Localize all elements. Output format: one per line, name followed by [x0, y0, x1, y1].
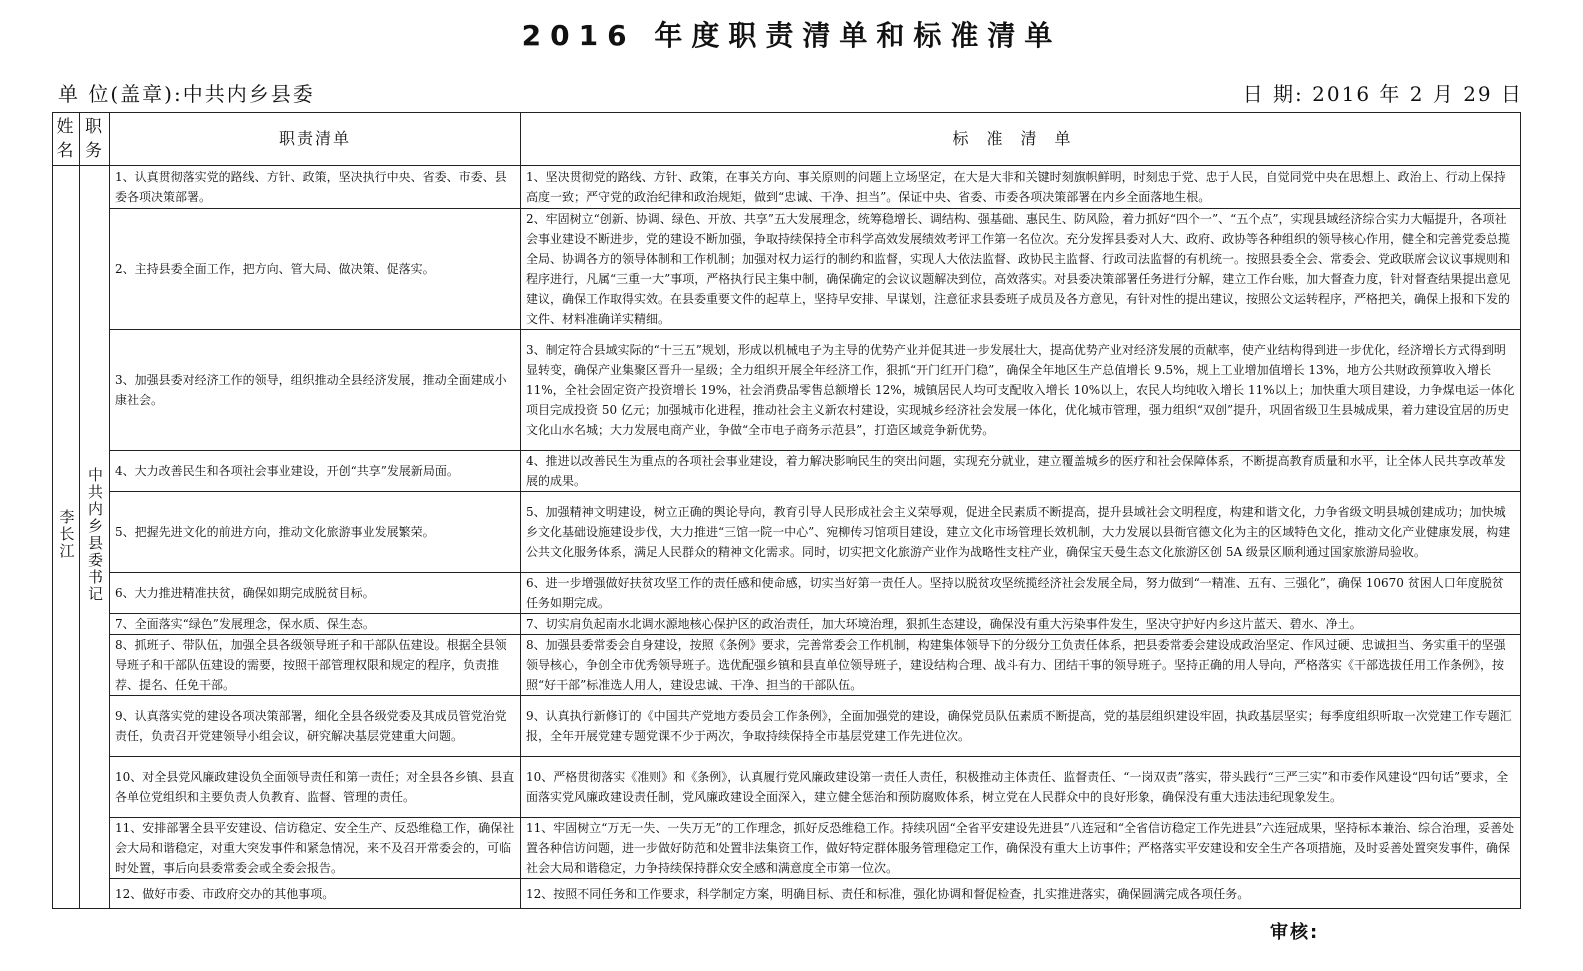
header-duties: 职责清单: [110, 113, 521, 166]
unit-label: 单 位(盖章):中共内乡县委: [58, 82, 315, 106]
standard-cell: 5、加强精神文明建设，树立正确的舆论导向，教育引导人民形成社会主义荣辱观，促进全民素质不断提高，提升县域社会文明程度，构建和谐文化，力争省级文明县城创建成功；加快城乡文化基础设施建设步伐，大力推进“三馆一院一中心”、宛柳传习馆项目建设，建立文化市场管理长效机制，大力发展以县衙官德文化为主的区域特色文化，推动文化产业健康发展，构建公共文化服务体系，满足人民群众的精神文化需求。同时，切实把文化旅游产业作为战略性支柱产业，确保宝天曼生态文化旅游区创 5A 级景区顺利通过国家旅游局验收。: [521, 492, 1521, 573]
duty-cell: 10、对全县党风廉政建设负全面领导责任和第一责任；对全县各乡镇、县直各单位党组织和主要负责人负教育、监督、管理的责任。: [110, 757, 521, 818]
duty-standard-table: [52, 112, 1521, 909]
table-header-row: [53, 113, 1521, 166]
table-row: [53, 879, 1521, 909]
standard-cell: 10、严格贯彻落实《准则》和《条例》，认真履行党风廉政建设第一责任人责任，积极推动主体责任、监督责任、“一岗双责”落实，带头践行“三严三实”和市委作风建设“四句话”要求，全面落实党风廉政建设责任制，党风廉政建设全面深入，建立健全惩治和预防腐败体系，树立党在人民群众中的良好形象，确保没有重大违法违纪现象发生。: [521, 757, 1521, 818]
table-row: [53, 330, 1521, 451]
duty-cell: 12、做好市委、市政府交办的其他事项。: [110, 879, 521, 909]
header-standards: 标准清单: [521, 113, 1521, 166]
table-row: [53, 451, 1521, 492]
review-label: 审核:: [1270, 922, 1320, 943]
header-name: 姓名: [53, 113, 80, 166]
table-row: [53, 166, 1521, 209]
standard-cell: 4、推进以改善民生为重点的各项社会事业建设，着力解决影响民生的突出问题，实现充分就业，建立覆盖城乡的医疗和社会保障体系，不断提高教育质量和水平，让全体人民共享改革发展的成果。: [521, 451, 1521, 492]
standard-cell: 1、坚决贯彻党的路线、方针、政策，在事关方向、事关原则的问题上立场坚定，在大是大非和关键时刻旗帜鲜明，时刻忠于党、忠于人民，自觉同党中央在思想上、政治上、行动上保持高度一致；严守党的政治纪律和政治规矩，做到“忠诚、干净、担当”。保证中央、省委、市委各项决策部署在内乡全面落地生根。: [521, 166, 1521, 209]
duty-cell: 8、抓班子、带队伍，加强全县各级领导班子和干部队伍建设。根据全县领导班子和干部队伍建设的需要，按照干部管理权限和规定的程序，负责推荐、提名、任免干部。: [110, 635, 521, 696]
standard-cell: 8、加强县委常委会自身建设，按照《条例》要求，完善常委会工作机制，构建集体领导下的分级分工负责任体系，把县委常委会建设成政治坚定、作风过硬、忠诚担当、务实重干的坚强领导核心，争创全市优秀领导班子。选优配强乡镇和县直单位领导班子，建设结构合理、战斗有力、团结干事的领导班子。坚持正确的用人导向，严格落实《干部选拔任用工作条例》，按照“好干部”标准选人用人，建设忠诚、干净、担当的干部队伍。: [521, 635, 1521, 696]
standard-cell: 12、按照不同任务和工作要求，科学制定方案，明确目标、责任和标准，强化协调和督促检查，扎实推进落实，确保圆满完成各项任务。: [521, 879, 1521, 909]
header-position: 职务: [80, 113, 110, 166]
duty-cell: 11、安排部署全县平安建设、信访稳定、安全生产、反恐维稳工作，确保社会大局和谐稳定，对重大突发事件和紧急情况，来不及召开常委会的，可临时处置，事后向县委常委会或全委会报告。: [110, 818, 521, 879]
table-row: [53, 573, 1521, 614]
table-row: [53, 209, 1521, 330]
table-row: [53, 696, 1521, 757]
person-name-cell: [53, 166, 80, 909]
duty-cell: 5、把握先进文化的前进方向，推动文化旅游事业发展繁荣。: [110, 492, 521, 573]
duty-cell: 7、全面落实“绿色”发展理念，保水质、保生态。: [110, 614, 521, 635]
duty-cell: 2、主持县委全面工作，把方向、管大局、做决策、促落实。: [110, 209, 521, 330]
table-row: [53, 614, 1521, 635]
date-label: 日 期: 2016 年 2 月 29 日: [1242, 82, 1523, 106]
standard-cell: 3、制定符合县域实际的“十三五”规划，形成以机械电子为主导的优势产业并促其进一步发展壮大，提高优势产业对经济发展的贡献率，使产业结构得到进一步优化，经济增长方式得到明显转变，确保产业集聚区晋升一星级；全力组织开展全年经济工作，狠抓“开门红开门稳”，确保全年地区生产总值增长 9.5%，规上工业增加值增长 13%，地方公共财政预算收入增长 11%，全社会固定资产投资增长 19%，社会消费品零售总额增长 12%，城镇居民人均可支配收入增长 10%以上，农民人均纯收入增长 11%以上；加快重大项目建设，力争煤电运一体化项目完成投资 50 亿元；加强城市化进程，推动社会主义新农村建设，实现城乡经济社会发展一体化，优化城市管理，强力组织“双创”提升，巩固省级卫生县城成果，着力建设宜居的历史文化山水名城；大力发展电商产业，争做“全市电子商务示范县”，打造区域竞争新优势。: [521, 330, 1521, 451]
person-position: 中共内乡县委书记: [86, 466, 104, 603]
table-row: [53, 818, 1521, 879]
table-row: [53, 757, 1521, 818]
person-name: 李长江: [57, 509, 76, 560]
duty-cell: 1、认真贯彻落实党的路线、方针、政策，坚决执行中央、省委、市委、县委各项决策部署。: [110, 166, 521, 209]
standard-cell: 7、切实肩负起南水北调水源地核心保护区的政治责任，加大环境治理，狠抓生态建设，确保没有重大污染事件发生，坚决守护好内乡这片蓝天、碧水、净土。: [521, 614, 1521, 635]
standard-cell: 9、认真执行新修订的《中国共产党地方委员会工作条例》，全面加强党的建设，确保党员队伍素质不断提高，党的基层组织建设牢固，执政基层坚实；每季度组织听取一次党建工作专题汇报，全年开展党建专题党课不少于两次，争取持续保持全市基层党建工作先进位次。: [521, 696, 1521, 757]
duty-cell: 9、认真落实党的建设各项决策部署，细化全县各级党委及其成员管党治党责任，负责召开党建领导小组会议，研究解决基层党建重大问题。: [110, 696, 521, 757]
duty-cell: 4、大力改善民生和各项社会事业建设，开创“共享”发展新局面。: [110, 451, 521, 492]
duty-cell: 3、加强县委对经济工作的领导，组织推动全县经济发展，推动全面建成小康社会。: [110, 330, 521, 451]
standard-cell: 6、进一步增强做好扶贫攻坚工作的责任感和使命感，切实当好第一责任人。坚持以脱贫攻坚统揽经济社会发展全局，努力做到“一精准、五有、三强化”，确保 10670 贫困人口年度脱贫任务如期完成。: [521, 573, 1521, 614]
page-title: 2016 年度职责清单和标准清单: [521, 19, 1062, 52]
person-position-cell: [80, 166, 110, 909]
standard-cell: 2、牢固树立“创新、协调、绿色、开放、共享”五大发展理念，统筹稳增长、调结构、强基础、惠民生、防风险，着力抓好“四个一”、“五个点”，实现县域经济综合实力大幅提升，各项社会事业建设不断进步，党的建设不断加强，争取持续保持全市科学高效发展绩效考评工作第一名位次。充分发挥县委对人大、政府、政协等各种组织的领导核心作用，健全和完善党委总揽全局、协调各方的领导体制和工作机制；加强对权力运行的制约和监督，实现人大依法监督、政协民主监督、行政司法监督的有机统一。按照县委全会、常委会、党政联席会议议事规则和程序进行，凡属“三重一大”事项，严格执行民主集中制，确保确定的会议议题解决到位，高效落实。对县委决策部署任务进行分解，建立工作台账，加大督查力度，针对督查结果提出意见建议，确保工作取得实效。在县委重要文件的起草上，坚持早安排、早谋划，注意征求县委班子成员及各方意见，有针对性的提出建议，按照公文运转程序，严格把关，确保上报和下发的文件、材料准确详实精细。: [521, 209, 1521, 330]
table-row: [53, 635, 1521, 696]
standard-cell: 11、牢固树立“万无一失、一失万无”的工作理念，抓好反恐维稳工作。持续巩固“全省平安建设先进县”八连冠和“全省信访稳定工作先进县”六连冠成果，坚持标本兼治、综合治理，妥善处置各种信访问题，进一步做好防范和处置非法集资工作，做好特定群体服务管理稳定工作，确保没有重大上访事件；严格落实平安建设和安全生产各项措施，及时妥善处置突发事件，确保社会大局和谐稳定，力争持续保持群众安全感和满意度全市第一位次。: [521, 818, 1521, 879]
duty-cell: 6、大力推进精准扶贫，确保如期完成脱贫目标。: [110, 573, 521, 614]
table-row: [53, 492, 1521, 573]
